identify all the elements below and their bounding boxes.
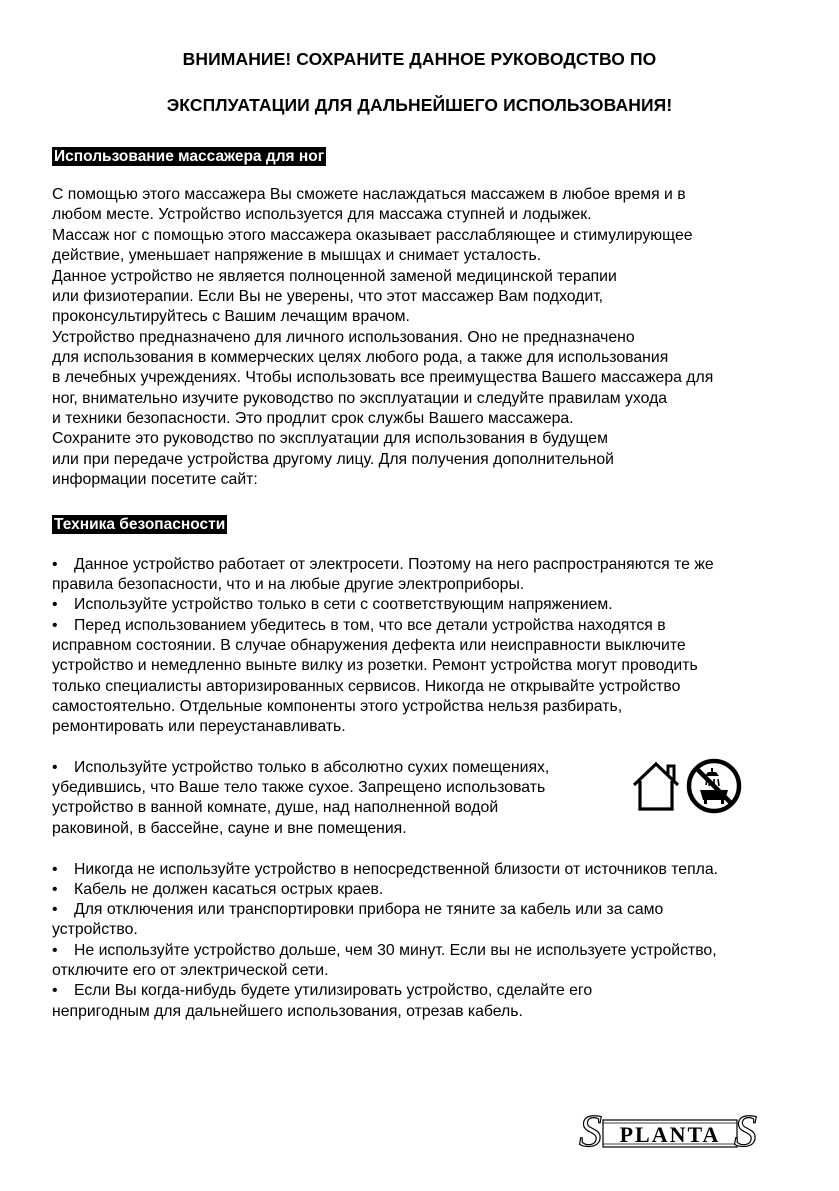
safety-text-line: раковиной, в бассейне, сауне и вне помещения. (52, 820, 407, 837)
safety-text-line: самостоятельно. Отдельные компоненты этого устройства нельзя разбирать, (52, 698, 623, 715)
bullet-marker: • (52, 881, 58, 898)
usage-paragraph-line: Данное устройство не является полноценной заменой медицинской терапии (52, 268, 617, 285)
safety-bullet-item (52, 758, 549, 778)
safety-bullet-item (52, 595, 613, 615)
usage-paragraph-line: ног, внимательно изучите руководство по эксплуатации и следуйте правилам ухода (52, 390, 668, 407)
safety-text-line: ремонтировать или переустанавливать. (52, 718, 346, 735)
safety-text-line: устройство в ванной комнате, душе, над наполненной водой (52, 799, 499, 816)
planta-logo (579, 1108, 760, 1154)
bullet-marker: • (52, 861, 58, 878)
safety-bullet-text: Данное устройство работает от электросети. Поэтому на него распространяются те же (74, 556, 714, 573)
bullet-marker: • (52, 617, 58, 634)
safety-text-line: только специалисты авторизированных сервисов. Никогда не открывайте устройство (52, 678, 681, 695)
page-title-line-1: ВНИМАНИЕ! СОХРАНИТЕ ДАННОЕ РУКОВОДСТВО ПО (182, 49, 657, 69)
bullet-marker: • (52, 596, 58, 613)
safety-bullet-text: Перед использованием убедитесь в том, что все детали устройства находятся в (74, 617, 666, 634)
safety-bullet-text: Кабель не должен касаться острых краев. (74, 881, 384, 898)
safety-text-line: правила безопасности, что и на любые другие электроприборы. (52, 576, 525, 593)
safety-bullet-text: Никогда не используйте устройство в непосредственной близости от источников тепла. (74, 861, 719, 878)
safety-text-line: непригодным для дальнейшего использования, отрезав кабель. (52, 1003, 523, 1020)
usage-paragraph-line: или при передаче устройства другому лицу. Для получения дополнительной (52, 451, 614, 468)
usage-paragraph-line: или физиотерапии. Если Вы не уверены, что этот массажер Вам подходит, (52, 288, 604, 305)
safety-text-line: отключите его от электрической сети. (52, 962, 329, 979)
usage-paragraph-line: в лечебных учреждениях. Чтобы использовать все преимущества Вашего массажера для (52, 369, 714, 386)
safety-text-line: убедившись, что Ваше тело также сухое. Запрещено использовать (52, 779, 546, 796)
bullet-marker: • (52, 556, 58, 573)
no-bathroom-icon (686, 758, 742, 819)
safety-text-line: исправном состоянии. В случае обнаружения дефекта или неисправности выключите (52, 637, 686, 654)
bullet-marker: • (52, 759, 58, 776)
section-heading-usage: Использование массажера для ног (54, 148, 325, 165)
safety-bullet-item (52, 941, 717, 961)
bullet-marker: • (52, 901, 58, 918)
usage-paragraph-line: для использования в коммерческих целях любого рода, а также для использования (52, 349, 669, 366)
section-heading-safety: Техника безопасности (54, 516, 226, 533)
safety-text-line: устройство. (52, 921, 138, 938)
bullet-marker: • (52, 982, 58, 999)
safety-bullet-text: Используйте устройство только в абсолютно сухих помещениях, (74, 759, 550, 776)
logo-wordmark: PLANTA (619, 1122, 721, 1147)
page-title-line-2: ЭКСПЛУАТАЦИИ ДЛЯ ДАЛЬНЕЙШЕГО ИСПОЛЬЗОВАНИЯ! (166, 95, 673, 115)
safety-bullet-item (52, 616, 666, 636)
usage-paragraph-line: информации посетите сайт: (52, 471, 258, 488)
usage-paragraph-line: Массаж ног с помощью этого массажера оказывает расслабляющее и стимулирующее (52, 227, 693, 244)
usage-paragraph-line: проконсультируйтесь с Вашим лечащим врачом. (52, 308, 410, 325)
safety-bullet-text: Не используйте устройство дольше, чем 30 минут. Если вы не используете устройство, (74, 942, 717, 959)
safety-text-line: устройство и немедленно выньте вилку из розетки. Ремонт устройства могут проводить (52, 657, 698, 674)
usage-paragraph-line: и техники безопасности. Это продлит срок службы Вашего массажера. (52, 410, 574, 427)
house-indoor-icon (630, 760, 682, 817)
safety-bullet-item (52, 900, 663, 920)
logo-letter-right: S (734, 1108, 757, 1154)
safety-bullet-item (52, 981, 592, 1001)
usage-paragraph-line: Устройство предназначено для личного использования. Оно не предназначено (52, 329, 635, 346)
usage-paragraph-line: С помощью этого массажера Вы сможете наслаждаться массажем в любое время и в (52, 186, 686, 203)
safety-bullet-item (52, 880, 383, 900)
safety-bullet-text: Для отключения или транспортировки прибора не тяните за кабель или за само (74, 901, 664, 918)
safety-bullet-item (52, 555, 714, 575)
logo-letter-left: S (579, 1108, 602, 1154)
safety-bullet-text: Если Вы когда-нибудь будете утилизировать устройство, сделайте его (74, 982, 593, 999)
usage-paragraph-line: любом месте. Устройство используется для массажа ступней и лодыжек. (52, 206, 592, 223)
usage-paragraph-line: действие, уменьшает напряжение в мышцах и снимает усталость. (52, 247, 542, 264)
usage-paragraph-line: Сохраните это руководство по эксплуатации для использования в будущем (52, 430, 608, 447)
safety-bullet-item (52, 860, 718, 880)
bullet-marker: • (52, 942, 58, 959)
safety-bullet-text: Используйте устройство только в сети с соответствующим напряжением. (74, 596, 613, 613)
